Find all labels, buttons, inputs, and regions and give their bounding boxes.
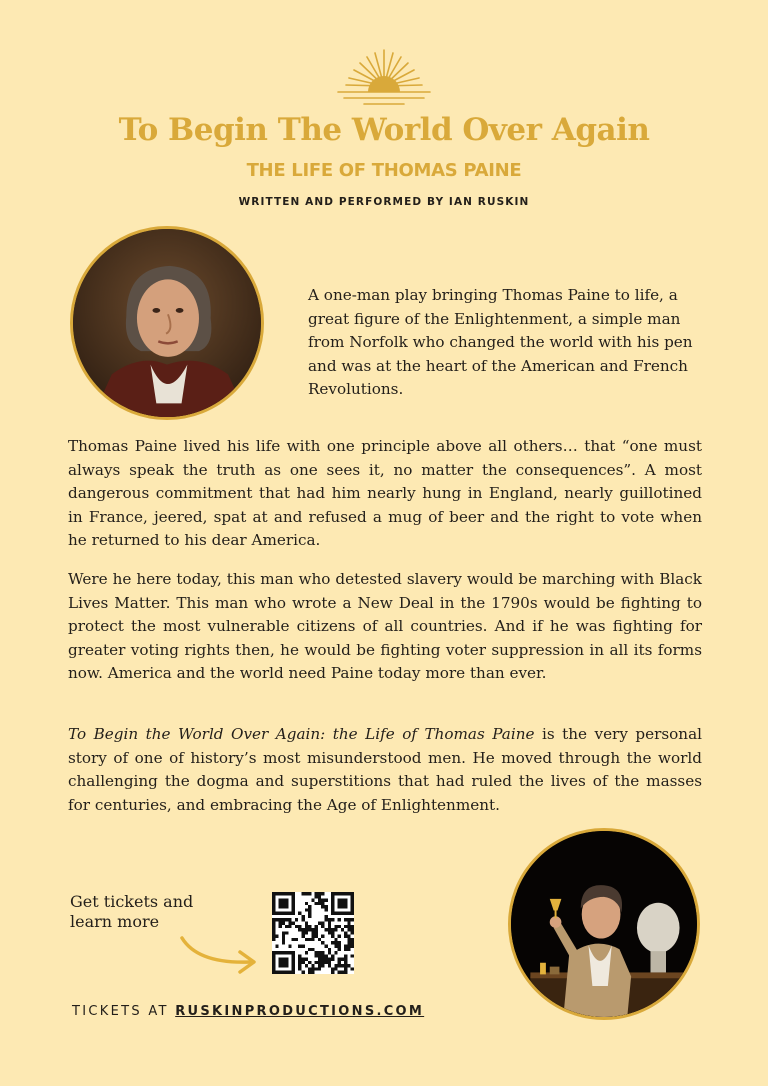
body-paragraph-1: Thomas Paine lived his life with one principle above all others… that “one must always speak the truth as one sees it, no matter the consequences”. A most dangerous commitment that had him nearly hung in England, nearly guillotined in France, jeered, spat at and refused a mug of beer and the right to vote when he returned to his dear America. [68,437,702,549]
page-title: To Begin The World Over Again [118,112,650,148]
tickets-footer [72,1004,424,1019]
intro-paragraph: A one-man play bringing Thomas Paine to life, a great figure of the Enlightenment, a simple man from Norfolk who changed the world with his pen and was at the heart of the American and French Revolutions. [308,286,693,398]
website-link[interactable]: RUSKINPRODUCTIONS.COM [175,1004,425,1019]
curved-arrow-icon [178,930,262,976]
body-paragraph-2: Were he here today, this man who detested slavery would be marching with Black Lives Matter. This man who wrote a New Deal in the 1790s would be fighting to protect the most vulnerable citizens of all countries. And if he was fighting for greater voting rights then, he would be fighting voter suppression in all its forms now. America and the world need Paine today more than ever. [68,570,702,682]
body-paragraph-3-text: is the very personal story of one of history’s most misunderstood men. He moved through the world challenging the dogma and superstitions that had ruled the lives of the masses for centuries, and embracing the Age of Enlightenment. [68,725,702,814]
sunrise-icon [334,46,434,108]
thomas-paine-portrait [70,226,264,420]
author-credit: WRITTEN AND PERFORMED BY IAN RUSKIN [238,196,530,208]
performance-photo [508,828,700,1020]
qr-code-icon[interactable] [272,892,354,974]
tickets-note: Get tickets and learn more [70,892,194,931]
body-paragraph-3 [68,723,702,817]
page-subtitle: THE LIFE OF THOMAS PAINE [246,160,522,181]
tickets-prefix: TICKETS AT [72,1004,176,1019]
play-title-italic: To Begin the World Over Again: the Life of Thomas Paine [68,725,535,743]
